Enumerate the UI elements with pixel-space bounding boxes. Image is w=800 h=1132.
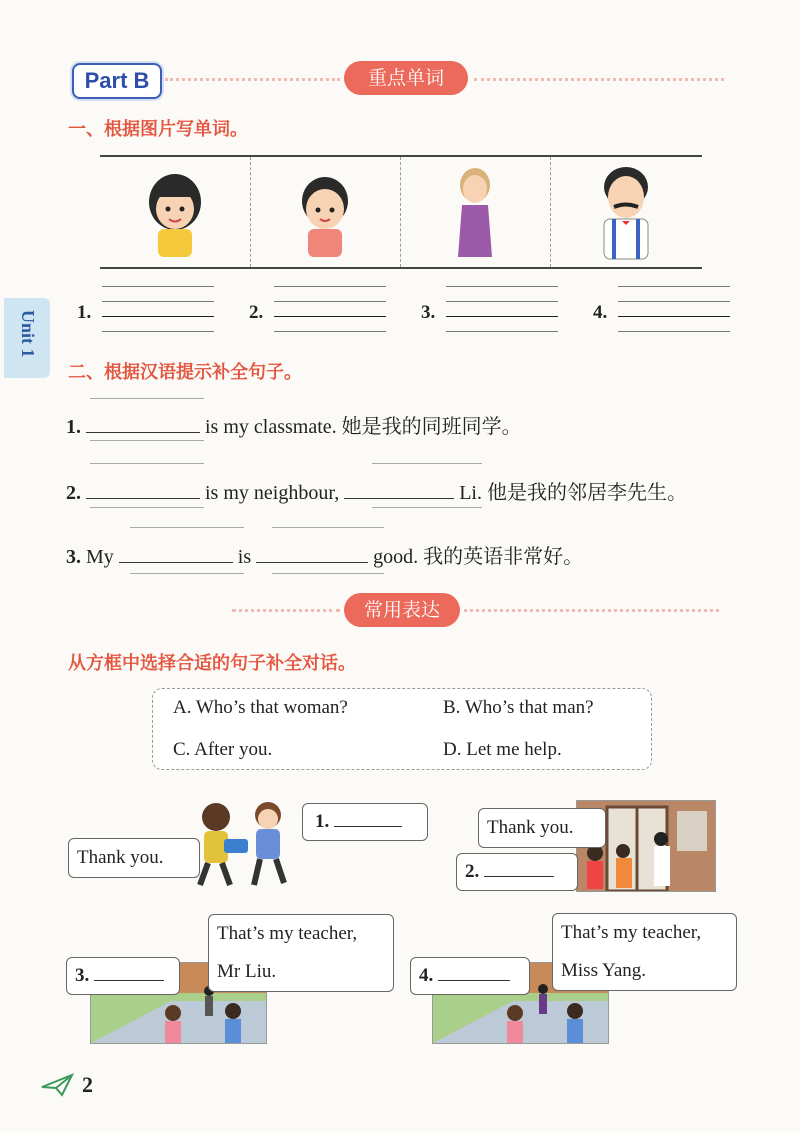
unit-tab <box>4 298 50 378</box>
sentence-3-text-b: is <box>237 546 252 568</box>
girl-illustration <box>100 157 250 267</box>
option-d: D. Let me help. <box>443 739 562 760</box>
sentence-1-text: is my classmate. 她是我的同班同学。 <box>205 416 522 438</box>
dialogue-1-reply: Thank you. <box>77 847 164 868</box>
word-answer-line-3[interactable] <box>446 286 558 332</box>
dialogue-1-number: 1. <box>315 811 330 832</box>
dialogue-3-reply-line-1: That’s my teacher, <box>217 923 358 944</box>
dialogue-2-reply-bubble <box>478 808 606 848</box>
task2-heading: 二、根据汉语提示补全句子。 <box>68 362 302 383</box>
dialogue-4-reply-line-2: Miss Yang. <box>561 960 647 981</box>
dialogue-2-reply: Thank you. <box>487 817 574 838</box>
sentence-2-blank-2[interactable] <box>344 480 454 499</box>
boy-illustration <box>250 157 400 267</box>
sentence-3-blank-2[interactable] <box>256 544 368 563</box>
sentence-1 <box>66 410 522 439</box>
sentence-2-blank-1[interactable] <box>86 480 200 499</box>
section-title-key-words: 重点单词 <box>344 61 468 95</box>
sentence-3-blank-1[interactable] <box>119 544 233 563</box>
sentence-2-text-b: Li. 他是我的邻居李先生。 <box>459 482 687 504</box>
word-answer-line-1[interactable] <box>102 286 214 332</box>
option-a: A. Who’s that woman? <box>173 697 348 718</box>
expressions-heading: 从方框中选择合适的句子补全对话。 <box>68 653 356 674</box>
options-box <box>152 688 652 770</box>
divider <box>464 609 719 612</box>
word-number-4: 4. <box>593 302 608 323</box>
section-title-expressions: 常用表达 <box>344 593 460 627</box>
dialogue-2-blank-bubble <box>456 853 578 891</box>
word-number-2: 2. <box>249 302 264 323</box>
dialogue-3-blank[interactable] <box>94 964 164 981</box>
dialogue-3-blank-bubble <box>66 957 180 995</box>
dialogue-3-reply-bubble <box>208 914 394 992</box>
dialogue-1-blank-bubble <box>302 803 428 841</box>
divider <box>232 609 340 612</box>
dialogue-4-number: 4. <box>419 965 434 986</box>
divider <box>474 78 724 81</box>
picture-table <box>100 155 702 269</box>
woman-illustration <box>400 157 550 267</box>
sentence-2-number: 2. <box>66 482 81 504</box>
dialogue-1-blank[interactable] <box>334 810 402 827</box>
sentence-2-text-a: is my neighbour, <box>205 482 340 504</box>
sentence-1-number: 1. <box>66 416 81 438</box>
task1-heading: 一、根据图片写单词。 <box>68 119 248 140</box>
option-b: B. Who’s that man? <box>443 697 594 718</box>
dialogue-2-number: 2. <box>465 861 480 882</box>
sentence-2 <box>66 476 687 505</box>
paper-plane-icon <box>40 1073 74 1097</box>
word-answer-line-2[interactable] <box>274 286 386 332</box>
sentence-1-blank[interactable] <box>86 414 200 433</box>
part-label: Part B <box>72 63 162 99</box>
divider <box>165 78 340 81</box>
man-illustration <box>550 157 702 267</box>
dialogue-2-blank[interactable] <box>484 860 554 877</box>
sentence-3-text-a: My <box>86 546 114 568</box>
dialogue-4-blank[interactable] <box>438 964 510 981</box>
boys-carrying-box-illustration <box>182 795 302 890</box>
unit-tab-label: Unit 1 <box>18 310 38 358</box>
dialogue-3-reply-line-2: Mr Liu. <box>217 961 277 982</box>
sentence-3 <box>66 540 583 569</box>
word-number-3: 3. <box>421 302 436 323</box>
dialogue-1-reply-bubble <box>68 838 200 878</box>
sentence-3-text-c: good. 我的英语非常好。 <box>373 546 584 568</box>
dialogue-3-number: 3. <box>75 965 90 986</box>
word-answer-line-4[interactable] <box>618 286 730 332</box>
option-c: C. After you. <box>173 739 273 760</box>
word-number-1: 1. <box>77 302 92 323</box>
dialogue-4-blank-bubble <box>410 957 530 995</box>
dialogue-4-reply-line-1: That’s my teacher, <box>561 922 702 943</box>
picture-cell-4 <box>550 157 702 267</box>
picture-cell-2 <box>250 157 401 267</box>
sentence-3-number: 3. <box>66 546 81 568</box>
page-number: 2 <box>82 1072 93 1097</box>
dialogue-4-reply-bubble <box>552 913 737 991</box>
picture-cell-3 <box>400 157 551 267</box>
picture-cell-1 <box>100 157 251 267</box>
